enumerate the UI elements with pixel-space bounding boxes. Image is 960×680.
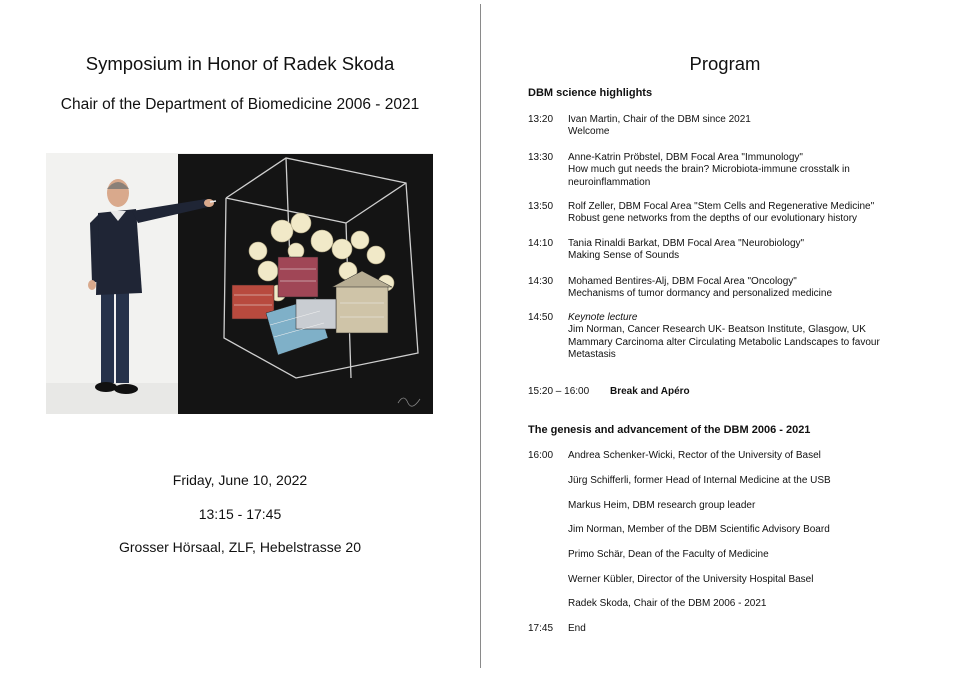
entry-time: 14:30 <box>528 276 554 287</box>
panel-entry <box>528 598 948 610</box>
keynote-label: Keynote lecture <box>568 312 638 323</box>
program-entry <box>528 114 948 139</box>
entry-time: 13:30 <box>528 152 554 163</box>
entry-time: 13:20 <box>528 114 554 125</box>
keynote-entry <box>528 312 948 362</box>
event-time: 13:15 - 17:45 <box>198 506 282 522</box>
event-location: Grosser Hörsaal, ZLF, Hebelstrasse 20 <box>119 539 361 555</box>
entry-topic: Robust gene networks from the depths of our evolutionary history <box>568 213 858 225</box>
end-entry <box>528 623 948 635</box>
panel-speaker: Andrea Schenker-Wicki, Rector of the University of Basel <box>568 450 821 461</box>
entry-topic: Mammary Carcinoma alter Circulating Metabolic Landscapes to favour Metastasis <box>568 336 880 361</box>
entry-time: 14:50 <box>528 312 554 323</box>
section-science-highlights: DBM science highlights <box>528 87 653 99</box>
entry-time: 14:10 <box>528 238 554 249</box>
entry-time: 17:45 <box>528 623 554 634</box>
entry-time: 16:00 <box>528 450 554 461</box>
panel-speaker: Markus Heim, DBM research group leader <box>568 500 756 511</box>
entry-time: 13:50 <box>528 201 554 212</box>
panel-entry <box>528 524 948 536</box>
program-entry <box>528 276 948 301</box>
entry-speaker: Tania Rinaldi Barkat, DBM Focal Area "Neurobiology" <box>568 238 805 249</box>
entry-speaker: Mohamed Bentires-Alj, DBM Focal Area "Oncology" <box>568 276 797 287</box>
program-title: Program <box>689 53 761 74</box>
program-entry <box>528 238 948 263</box>
end-label: End <box>568 623 586 634</box>
panel-entry <box>528 475 948 487</box>
entry-topic: How much gut needs the brain? Microbiota-immune crosstalk in neuroinflammation <box>568 164 850 188</box>
entry-topic: Making Sense of Sounds <box>568 250 680 262</box>
entry-time: 15:20 – 16:00 <box>528 386 590 397</box>
panel-entry <box>528 574 948 586</box>
panel-speaker: Radek Skoda, Chair of the DBM 2006 - 2021 <box>568 598 767 609</box>
program-entry <box>528 152 948 189</box>
panel-entry <box>528 549 948 561</box>
section-genesis: The genesis and advancement of the DBM 2006 - 2021 <box>528 424 811 436</box>
panel-speaker: Jim Norman, Member of the DBM Scientific Advisory Board <box>568 524 830 535</box>
panel-speaker: Primo Schär, Dean of the Faculty of Medicine <box>568 549 769 560</box>
symposium-title: Symposium in Honor of Radek Skoda <box>85 53 395 74</box>
right-page <box>480 0 960 680</box>
panel-entry <box>528 450 948 462</box>
entry-speaker: Ivan Martin, Chair of the DBM since 2021 <box>568 114 751 125</box>
entry-speaker: Rolf Zeller, DBM Focal Area "Stem Cells and Regenerative Medicine" <box>568 201 875 212</box>
entry-speaker: Jim Norman, Cancer Research UK- Beatson Institute, Glasgow, UK <box>568 324 866 336</box>
entry-topic: Welcome <box>568 126 610 138</box>
symposium-subtitle: Chair of the Department of Biomedicine 2006 - 2021 <box>60 96 420 113</box>
event-date: Friday, June 10, 2022 <box>172 472 308 488</box>
portrait-photo <box>46 153 433 414</box>
entry-topic: Mechanisms of tumor dormancy and personalized medicine <box>568 288 833 300</box>
entry-speaker: Anne-Katrin Pröbstel, DBM Focal Area "Immunology" <box>568 152 803 163</box>
panel-speaker: Werner Kübler, Director of the University Hospital Basel <box>568 574 814 585</box>
break-label: Break and Apéro <box>610 386 690 397</box>
panel-entry <box>528 500 948 512</box>
panel-speaker: Jürg Schifferli, former Head of Internal Medicine at the USB <box>568 475 831 486</box>
program-entry <box>528 201 948 226</box>
